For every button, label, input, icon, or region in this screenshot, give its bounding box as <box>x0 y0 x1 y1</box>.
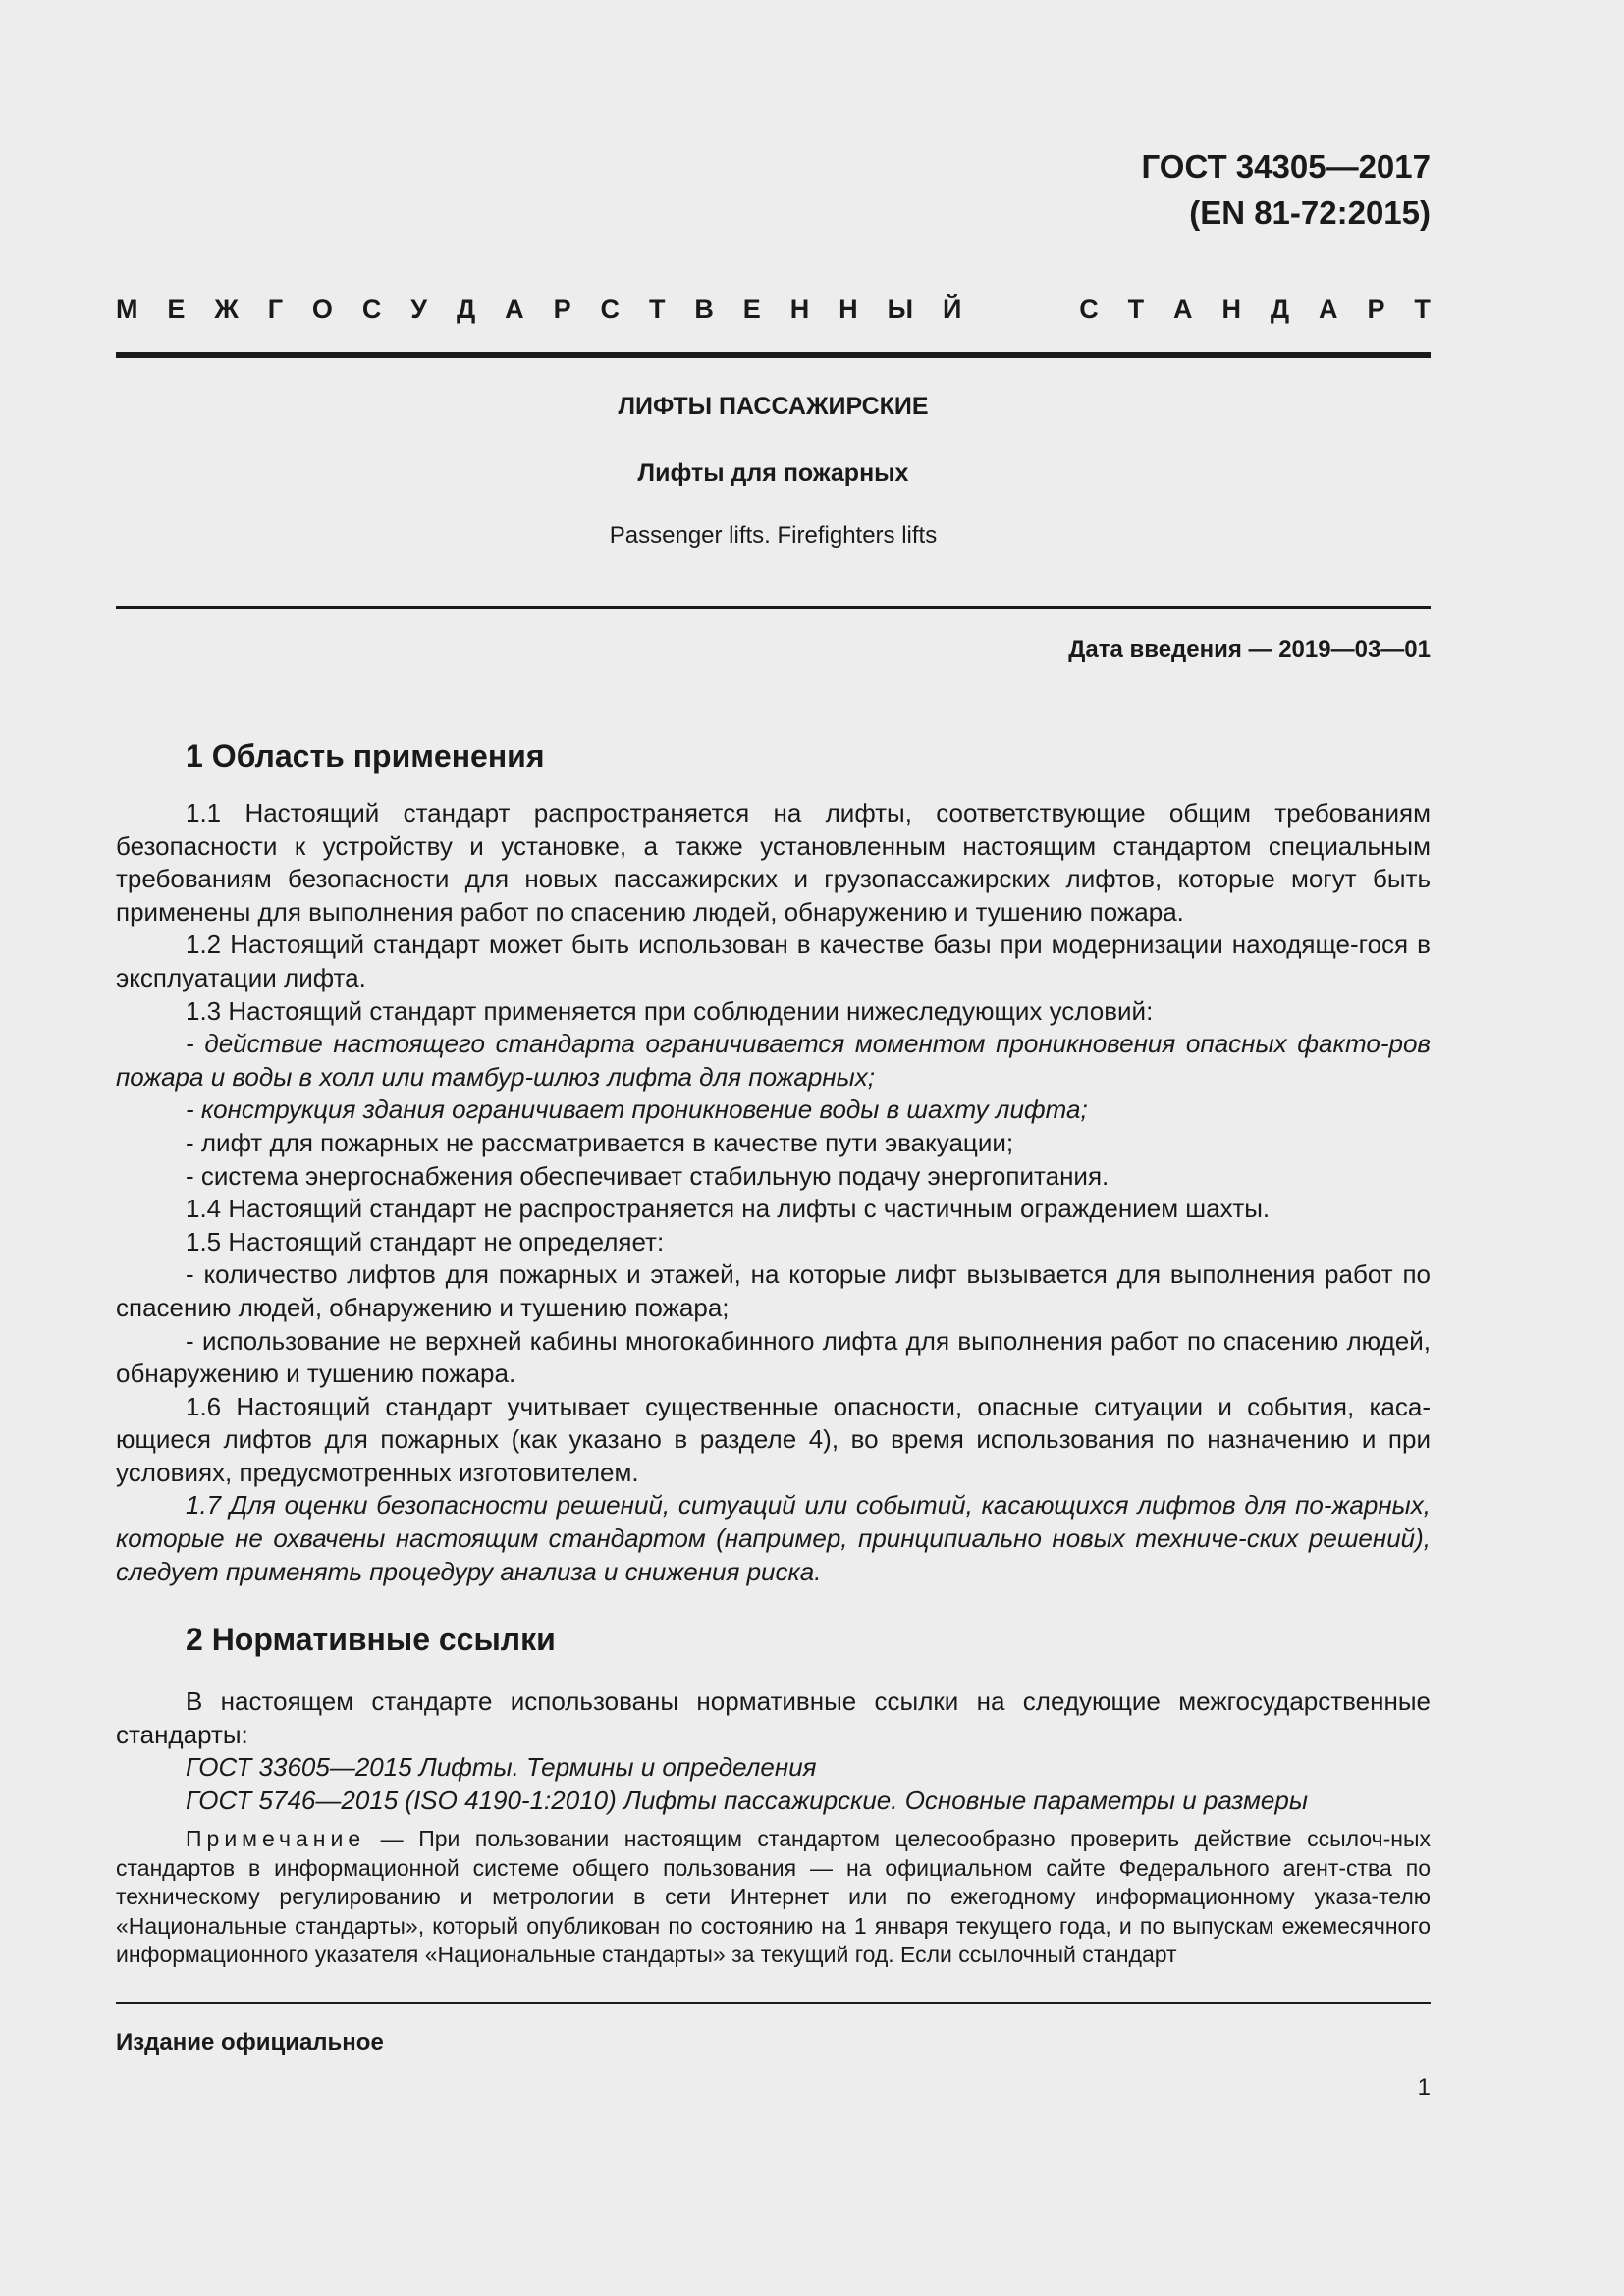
gost-number: ГОСТ 34305—2017 <box>1141 148 1431 185</box>
category-letter: А <box>505 294 524 324</box>
title-sub: Лифты для пожарных <box>637 459 909 487</box>
category-letter: У <box>410 294 428 324</box>
category-word-gap <box>991 294 1050 325</box>
paragraph: 1.1 Настоящий стандарт распространяется на лифты, соответствующие общим требованиям безопасности к устройству и установке, а также установленным настоящим стандартом специальным требованиям безопасности для новых пассажирских и грузопассажирских лифтов, которые могут быть применены для выполнения работ по спасению людей, обнаружению и тушению пожара. <box>116 798 1431 927</box>
note-block <box>116 1825 1431 1970</box>
paragraph: - лифт для пожарных не рассматривается в качестве пути эвакуации; <box>186 1127 1014 1157</box>
category-letter: Т <box>648 294 666 324</box>
category-letter: Е <box>167 294 186 324</box>
paragraph: - конструкция здания ограничивает проникновение воды в шахту лифта; <box>186 1095 1088 1125</box>
category-letter: Н <box>839 294 858 324</box>
category-letter: Е <box>742 294 761 324</box>
document-number-block <box>1142 143 1431 236</box>
header-rule <box>116 352 1431 358</box>
paragraph: 1.7 Для оценки безопасности решений, ситуаций или событий, касающихся лифтов для по-жарных, которые не охвачены настоящим стандартом (например, принципиально новых техниче-ских решений), следует применять процедуру анализа и снижения риска. <box>116 1490 1431 1586</box>
category-letter: Р <box>1367 294 1385 324</box>
title-rule <box>116 606 1431 609</box>
note-label: Примечание <box>186 1826 366 1851</box>
category-letter: Н <box>1221 294 1241 324</box>
title-main: ЛИФТЫ ПАССАЖИРСКИЕ <box>618 393 929 420</box>
note-text: — При пользовании настоящим стандартом целесообразно проверить действие ссылоч-ных стандартов в информационной системе общего пользования — на официальном сайте Федерального агент-ства по техническому регулированию и метрологии в сети Интернет или по ежегодному информационному указа-телю «Национальные стандарты», который опубликован по состоянию на 1 января текущего года, и по выпускам ежемесячного информационного указателя «Национальные стандарты» за текущий год. Если ссылочный стандарт <box>116 1826 1431 1967</box>
section-1-heading: 1 Область применения <box>186 738 545 774</box>
paragraph: 1.4 Настоящий стандарт не распространяется на лифты с частичным ограждением шахты. <box>186 1194 1271 1224</box>
category-letter: А <box>1173 294 1193 324</box>
paragraph: - количество лифтов для пожарных и этажей, на которые лифт вызывается для выполнения работ по спасению людей, обнаружению и тушению пожара; <box>116 1259 1431 1322</box>
category-letter: О <box>311 294 333 324</box>
paragraph: 1.6 Настоящий стандарт учитывает существенные опасности, опасные ситуации и события, каса-ющиеся лифтов для пожарных (как указано в разделе 4), во время использования по назначению и при условиях, предусмотренных изготовителем. <box>116 1391 1431 1487</box>
footer-rule <box>116 2002 1431 2004</box>
category-letter: Р <box>553 294 571 324</box>
paragraph: - использование не верхней кабины многокабинного лифта для выполнения работ по спасению людей, обнаружению и тушению пожара. <box>116 1325 1431 1389</box>
category-letter: Й <box>942 294 962 324</box>
intro-date: Дата введения — 2019—03—01 <box>1068 636 1431 663</box>
category-letter: С <box>1079 294 1099 324</box>
category-letter: Т <box>1414 294 1431 324</box>
category-letter: Ж <box>214 294 239 324</box>
standard-category-line <box>116 294 1431 325</box>
paragraph: 1.2 Настоящий стандарт может быть использован в качестве базы при модернизации находяще-гося в эксплуатации лифта. <box>116 930 1431 992</box>
paragraph: 1.5 Настоящий стандарт не определяет: <box>186 1226 665 1256</box>
category-letter: Д <box>457 294 476 324</box>
page-number: 1 <box>1417 2074 1431 2101</box>
paragraph: - действие настоящего стандарта ограничивается моментом проникновения опасных факто-ров пожара и воды в холл или тамбур-шлюз лифта для пожарных; <box>116 1029 1431 1092</box>
reference-item: ГОСТ 5746—2015 (ISO 4190-1:2010) Лифты пассажирские. Основные параметры и размеры <box>186 1785 1308 1815</box>
title-english: Passenger lifts. Firefighters lifts <box>609 522 938 549</box>
section-2-heading: 2 Нормативные ссылки <box>186 1622 556 1657</box>
section-1-body <box>116 797 1431 1588</box>
category-letter: Г <box>267 294 283 324</box>
edition-label: Издание официальное <box>116 2029 384 2056</box>
category-letter: М <box>116 294 138 324</box>
category-letter: Т <box>1127 294 1145 324</box>
category-letter: В <box>694 294 714 324</box>
reference-item: ГОСТ 33605—2015 Лифты. Термины и определения <box>186 1752 817 1783</box>
category-letter: С <box>600 294 621 324</box>
category-letter: С <box>361 294 382 324</box>
category-letter: А <box>1319 294 1338 324</box>
section-2-intro: В настоящем стандарте использованы нормативные ссылки на следующие межгосударственные стандарты: <box>116 1686 1431 1749</box>
paragraph: - система энергоснабжения обеспечивает стабильную подачу энергопитания. <box>186 1160 1110 1191</box>
en-number: (EN 81-72:2015) <box>1189 194 1431 231</box>
paragraph: 1.3 Настоящий стандарт применяется при соблюдении нижеследующих условий: <box>186 995 1154 1026</box>
section-2-body <box>116 1685 1431 1817</box>
category-letter: Н <box>789 294 810 324</box>
category-letter: Д <box>1270 294 1290 324</box>
category-letter: Ы <box>887 294 914 324</box>
